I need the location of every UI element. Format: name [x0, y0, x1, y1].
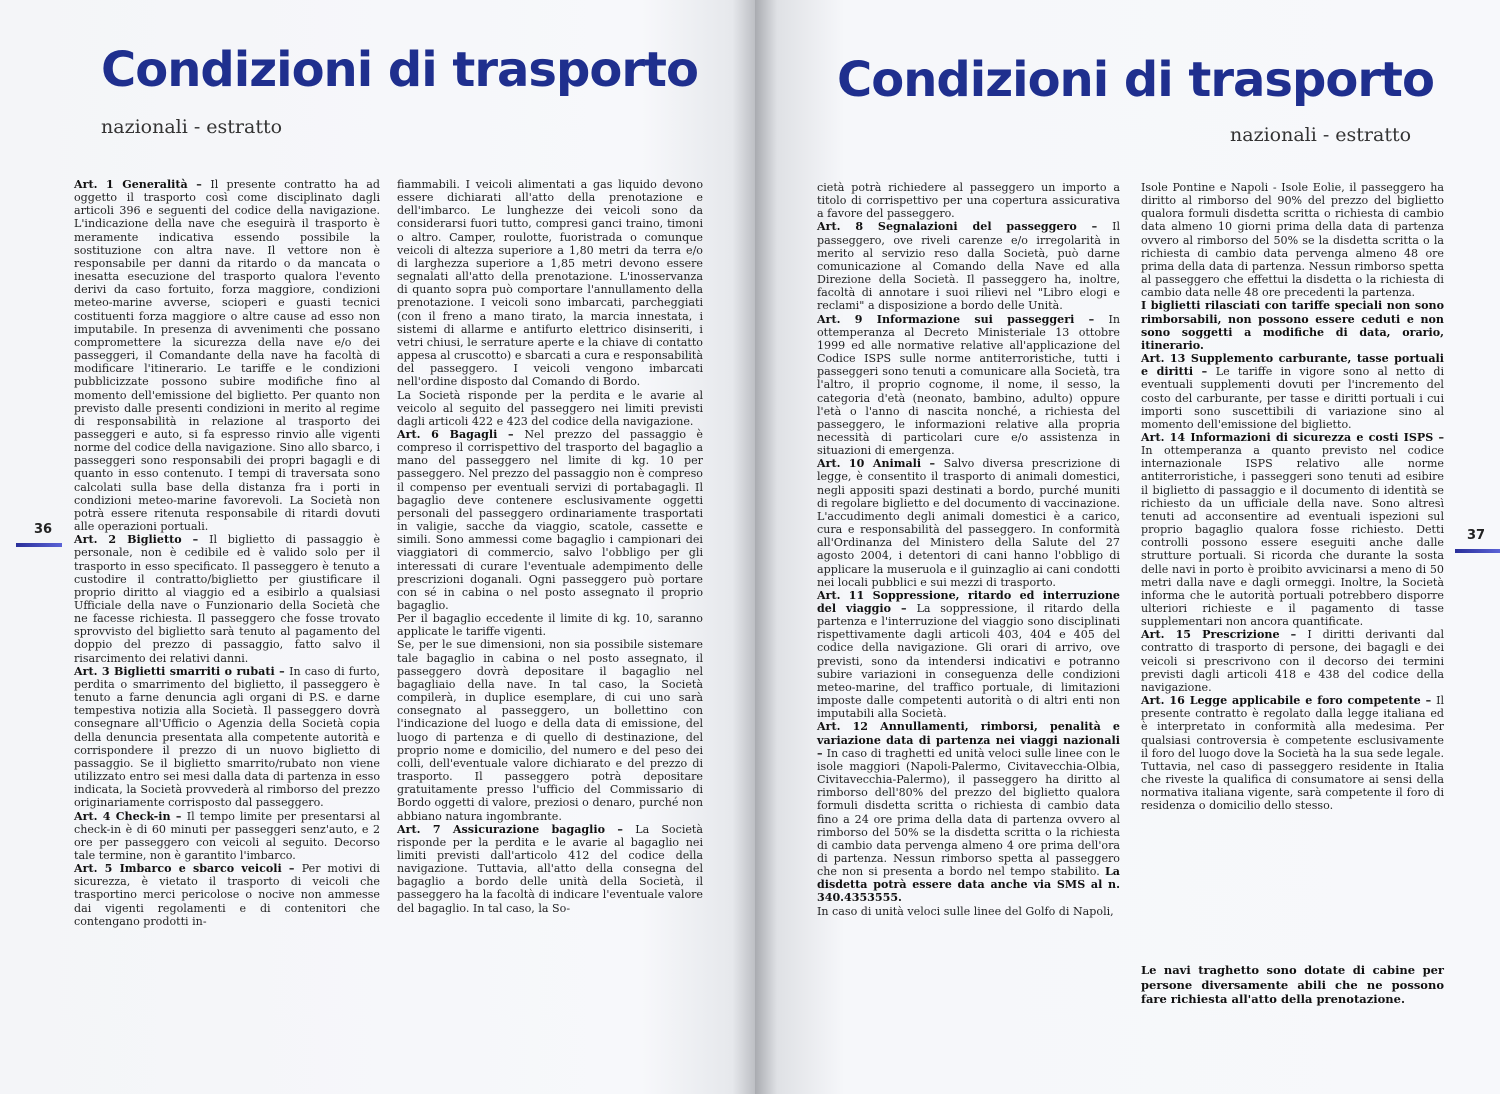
article-heading: Art. 16 Legge applicabile e foro competente –	[1141, 694, 1437, 708]
article-heading: Art. 10 Animali –	[817, 457, 944, 471]
article-paragraph	[1141, 352, 1444, 431]
right-column-2	[1141, 181, 1444, 813]
article-heading: Art. 12 Annullamenti, rimborsi, penalità e variazione data di partenza nei viaggi nazionali –	[817, 720, 1120, 760]
article-paragraph	[817, 720, 1120, 904]
article-heading: Art. 9 Informazione sui passeggeri –	[817, 312, 1109, 326]
article-heading: Art. 4 Check-in –	[74, 809, 187, 823]
article-text: Salvo diversa prescrizione di legge, è consentito il trasporto di animali domestici, negli appositi spazi destinati a bordo, purché muniti di regolare biglietto e del documento di vaccinazione. L'accudimento degli animali domestici è a carico, cura e responsabilità del passeggero. In conformità all'Ordinanza del Ministero della Salute del 27 agosto 2004, i detentori di cani hanno l'obbligo di applicare la museruola e il guinzaglio ai cani condotti nei locali pubblici e sui mezzi di trasporto.	[817, 457, 1120, 589]
article-paragraph	[1141, 431, 1444, 628]
article-paragraph	[397, 389, 703, 428]
article-text: Per il bagaglio eccedente il limite di kg. 10, saranno applicate le tariffe vigenti.	[397, 612, 703, 639]
article-heading: Art. 2 Biglietto –	[74, 533, 210, 547]
article-paragraph	[1141, 299, 1444, 352]
article-paragraph	[74, 862, 380, 928]
left-page-subtitle: nazionali - estratto	[101, 116, 283, 138]
article-heading: I biglietti rilasciati con tariffe speciali non sono rimborsabili, non possono essere ceduti e non sono soggetti a modifiche di data, orario, itinerario.	[1141, 299, 1444, 352]
accessibility-note: Le navi traghetto sono dotate di cabine per persone diversamente abili che ne possono fare richiesta all'atto della prenotazione.	[1141, 963, 1444, 1006]
article-text: La Società risponde per la perdita e le avarie al veicolo al seguito del passeggero nei limiti previsti dagli articoli 422 e 423 del codice della navigazione.	[397, 388, 703, 428]
right-column-1	[817, 181, 1120, 918]
left-page-title: Condizioni di trasporto	[101, 42, 698, 98]
article-paragraph	[1141, 694, 1444, 812]
article-heading: Art. 3 Biglietti smarriti o rubati –	[74, 664, 290, 678]
article-heading: Art. 7 Assicurazione bagaglio –	[397, 822, 636, 836]
article-text: Il presente contratto è regolato dalla legge italiana ed è interpretato in conformità alla medesima. Per qualsiasi controversia è competente esclusivamente il foro del luogo dove la Società ha la sua sede legale. Tuttavia, nel caso di passeggero residente in Italia che riveste la qualifica di consumatore ai sensi della normativa italiana vigente, sarà competente il foro di residenza o domicilio dello stesso.	[1141, 694, 1444, 813]
article-text: In caso di furto, perdita o smarrimento del biglietto, il passeggero è tenuto a farne denuncia agli organi di P.S. e darne tempestiva notizia alla Società. Il passeggero dovrà consegnare all'Ufficio o Agenzia della Società copia della denuncia presentata alla competente autorità e corrispondere il prezzo di un nuovo biglietto di passaggio. Se il biglietto smarrito/rubato non viene utilizzato entro sei mesi dalla data di partenza in esso indicata, la Società provvederà al rimborso del prezzo originariamente corrisposto dal passeggero.	[74, 664, 380, 810]
article-text: La Società risponde per la perdita e le avarie al bagaglio nei limiti previsti dall'articolo 412 del codice della navigazione. Tuttavia, all'atto della consegna del bagaglio a bordo delle unità della Società, il passeggero ha la facoltà di indicare l'eventuale valore del bagaglio. In tal caso, la So-	[397, 822, 703, 915]
article-paragraph	[74, 178, 380, 533]
article-paragraph	[74, 665, 380, 810]
article-text: Per motivi di sicurezza, è vietato il trasporto di veicoli che trasportino merci pericolose o nocive non ammesse dai vigenti regolamenti e di contenitori che contengano prodotti in-	[74, 862, 380, 928]
article-text: Il presente contratto ha ad oggetto il trasporto così come disciplinato dagli articoli 396 e seguenti del codice della navigazione. L'indicazione della nave che eseguirà il trasporto è meramente indicativa essendo possibile la sostituzione con altra nave. Il vettore non è responsabile per danni da ritardo o da mancata o inesatta esecuzione del trasporto qualora l'evento derivi da caso fortuito, forza maggiore, condizioni meteo-marine avverse, scioperi e guasti tecnici costituenti forza maggiore o altre cause ad esso non imputabile. In presenza di avvenimenti che possano compromettere la sicurezza della nave e/o dei passeggeri, il Comandante della nave ha facoltà di modificare l'itinerario. Le tariffe e le condizioni pubblicizzate possono subire modifiche fino al momento dell'emissione del biglietto. Per quanto non previsto dalle presenti condizioni in merito al regime di responsabilità in relazione al trasporto dei passeggeri e auto, si fa espresso rinvio alle vigenti norme del codice della navigazione. Sino allo sbarco, i passeggeri sono responsabili dei propri bagagli e di quanto in esso contenuto. I tempi di traversata sono calcolati sulla base della distanza fra i porti in condizioni meteo-marine favorevoli. La Società non potrà essere ritenuta responsabile di ritardi dovuti alle operazioni portuali.	[74, 178, 380, 534]
article-heading: Art. 1 Generalità –	[74, 178, 211, 191]
article-paragraph	[397, 612, 703, 638]
right-page	[755, 0, 1500, 1094]
right-page-subtitle: nazionali - estratto	[1230, 124, 1412, 146]
article-text: La soppressione, il ritardo della partenza e l'interruzione del viaggio sono disciplinati rispettivamente dagli articoli 403, 404 e 405 del codice della navigazione. Gli orari di arrivo, ove previsti, sono da intendersi indicativi e potranno subire variazioni in conseguenza delle condizioni meteo-marine, del traffico portuale, di limitazioni imposte dalle competenti autorità o di altri enti non imputabili alla Società.	[817, 602, 1120, 721]
article-text: In caso di traghetti ed unità veloci sulle linee con le isole maggiori (Napoli-Palermo, Civitavecchia-Olbia, Civitavecchia-Palermo), il passeggero ha diritto al rimborso dell'80% del prezzo del biglietto qualora formuli disdetta scritta o richiesta di cambio data fino a 24 ore prima della data di partenza ovvero al rimborso del 50% se la disdetta scritta o la richiesta di cambio data pervenga almeno 4 ore prima dell'ora di partenza. Nessun rimborso spetta al passeggero che non si presenta a bordo nel tempo stabilito.	[817, 746, 1120, 879]
article-text: fiammabili. I veicoli alimentati a gas liquido devono essere dichiarati all'atto della prenotazione e dell'imbarco. Le lunghezze dei veicoli sono da considerarsi fuori tutto, compresi ganci traino, timoni o altro. Camper, roulotte, fuoristrada o comunque veicoli di altezza superiore a 1,80 metri da terra e/o di larghezza superiore a 1,85 metri devono essere segnalati all'atto della prenotazione. L'inosservanza di quanto sopra può comportare l'annullamento della prenotazione. I veicoli sono imbarcati, parcheggiati (con il freno a mano tirato, la marcia innestata, i sistemi di allarme e antifurto elettrico disinseriti, i vetri chiusi, le serrature aperte e la chiave di contatto appesa al cruscotto) e sbarcati a cura e responsabilità del passeggero. I veicoli vengono imbarcati nell'ordine disposto dal Comando di Bordo.	[397, 178, 703, 389]
article-paragraph	[74, 533, 380, 665]
article-heading: Art. 14 Informazioni di sicurezza e costi ISPS –	[1141, 430, 1444, 444]
article-paragraph	[397, 428, 703, 612]
article-paragraph	[397, 178, 703, 389]
left-column-2	[397, 178, 703, 915]
article-text: Il passeggero, ove riveli carenze e/o irregolarità in merito al servizio reso dalla Società, può darne comunicazione al Comando della Nave ed alla Direzione della Società. Il passeggero ha, inoltre, facoltà di annotare i suoi rilievi nel "Libro elogi e reclami" a disposizione a bordo delle Unità.	[817, 220, 1120, 313]
article-paragraph	[817, 220, 1120, 312]
article-text: Le tariffe in vigore sono al netto di eventuali supplementi dovuti per l'incremento del costo del carburante, per tasse e diritti portuali i cui importi sono suscettibili di variazione sino al momento dell'emissione del biglietto.	[1141, 365, 1444, 431]
article-text: Isole Pontine e Napoli - Isole Eolie, il passeggero ha diritto al rimborso del 90% del prezzo del biglietto qualora formuli disdetta scritta o richiesta di cambio data almeno 10 giorni prima della data di partenza ovvero al rimborso del 50% se la disdetta scritta o la richiesta di cambio data pervenga almeno 48 ore prima della data di partenza. Nessun rimborso spetta al passeggero che effettui la disdetta o la richiesta di cambio data nelle 48 ore precedenti la partenza.	[1141, 181, 1444, 300]
article-text: In ottemperanza a quanto previsto nel codice internazionale ISPS relativo alle norme antiterroristiche, i passeggeri sono tenuti ad esibire il biglietto di passaggio e il documento di identità se richiesto da un ufficiale della nave. Sono altresì tenuti ad acconsentire ad eventuali ispezioni sul proprio bagaglio qualora fosse richiesto. Detti controlli possono essere eseguiti anche dalle strutture portuali. Si ricorda che durante la sosta delle navi in porto è proibito avvicinarsi a meno di 50 metri dalla nave e dagli ormeggi. Inoltre, la Società informa che le autorità portuali potrebbero disporre ulteriori richieste e il pagamento di tasse supplementari non ancora quantificate.	[1141, 444, 1444, 629]
article-paragraph	[1141, 628, 1444, 694]
article-paragraph	[817, 905, 1120, 918]
page-marker-bar	[1455, 549, 1500, 553]
article-paragraph	[1141, 181, 1444, 299]
article-text: Il tempo limite per presentarsi al check-in è di 60 minuti per passeggeri senz'auto, e 2 ore per passeggero con veicoli al seguito. Decorso tale termine, non è garantito l'imbarco.	[74, 809, 380, 862]
article-heading: Art. 5 Imbarco e sbarco veicoli –	[74, 862, 302, 876]
article-paragraph	[74, 810, 380, 863]
article-text: Nel prezzo del passaggio è compreso il corrispettivo del trasporto del bagaglio a mano del passeggero nel limite di kg. 10 per passeggero. Nel prezzo del passaggio non è compreso il compenso per eventuali servizi di portabagagli. Il bagaglio deve contenere esclusivamente oggetti personali del passeggero ordinariamente trasportati in valigie, sacche da viaggio, scatole, cassette e simili. Sono ammessi come bagaglio i campionari dei viaggiatori di commercio, salvo l'obbligo per gli interessati di curare l'eventuale adempimento delle prescrizioni doganali. Ogni passeggero può portare con sé in cabina o nel posto assegnato il proprio bagaglio.	[397, 427, 703, 612]
article-paragraph	[397, 823, 703, 915]
article-text: Il biglietto di passaggio è personale, non è cedibile ed è valido solo per il trasporto in esso specificato. Il passeggero è tenuto a custodire il contratto/biglietto per giustificare il proprio diritto al viaggio ed a esibirlo a qualsiasi Ufficiale della nave o Funzionario della Società che ne facesse richiesta. Il passeggero che fosse trovato sprovvisto del biglietto sarà tenuto al pagamento del doppio del prezzo di passaggio, fatto salvo il risarcimento dei relativi danni.	[74, 533, 381, 665]
article-bold-tail: La disdetta potrà essere data anche via SMS al n. 340.4353555.	[817, 865, 1120, 905]
left-column-1	[74, 178, 380, 928]
article-paragraph	[397, 638, 703, 822]
article-heading: Art. 15 Prescrizione –	[1141, 628, 1308, 642]
article-paragraph	[817, 457, 1120, 589]
article-heading: Art. 8 Segnalazioni del passeggero –	[817, 220, 1113, 234]
article-heading: Art. 13 Supplemento carburante, tasse portuali e diritti –	[1141, 352, 1444, 379]
article-paragraph	[817, 181, 1120, 220]
article-paragraph	[817, 313, 1120, 458]
article-text: Se, per le sue dimensioni, non sia possibile sistemare tale bagaglio in cabina o nel posto assegnato, il passeggero dovrà depositare il bagaglio nel bagagliaio della nave. In tal caso, la Società compilerà, in duplice esemplare, di cui uno sarà consegnato al passeggero, un bollettino con l'indicazione del luogo e della data di emissione, del luogo di partenza e di quello di destinazione, del proprio nome e domicilio, del numero e del peso dei colli, dell'eventuale valore dichiarato e del prezzo di trasporto. Il passeggero potrà depositare gratuitamente presso l'ufficio del Commissario di Bordo oggetti di valore, preziosi o denaro, purché non abbiano natura ingombrante.	[397, 638, 703, 823]
page-marker-bar	[16, 543, 62, 547]
right-page-title: Condizioni di trasporto	[837, 52, 1434, 108]
article-text: In ottemperanza al Decreto Ministeriale 13 ottobre 1999 ed alle normative relative all'applicazione del Codice ISPS sulle norme antiterroristiche, tutti i passeggeri sono tenuti a comunicare alla Società, tra l'altro, il proprio cognome, il nome, il sesso, la categoria d'età (neonato, bambino, adulto) oppure l'età o l'anno di nascita nonché, a richiesta del passeggero, le informazioni relative alla propria necessità di particolari cure e/o assistenza in situazioni di emergenza.	[817, 312, 1120, 458]
article-heading: Art. 6 Bagagli –	[397, 427, 525, 441]
article-text: In caso di unità veloci sulle linee del Golfo di Napoli,	[817, 904, 1114, 918]
article-text: I diritti derivanti dal contratto di trasporto di persone, dei bagagli e dei veicoli si prescrivono con il decorso dei termini previsti dagli articoli 418 e 438 del codice della navigazione.	[1141, 628, 1445, 694]
article-heading: Art. 11 Soppressione, ritardo ed interruzione del viaggio –	[817, 588, 1120, 615]
article-paragraph	[817, 589, 1120, 721]
page-number-37: 37	[1467, 528, 1486, 543]
article-text: cietà potrà richiedere al passeggero un importo a titolo di corrispettivo per una copertura assicurativa a favore del passeggero.	[817, 181, 1120, 221]
page-number-36: 36	[34, 522, 53, 537]
